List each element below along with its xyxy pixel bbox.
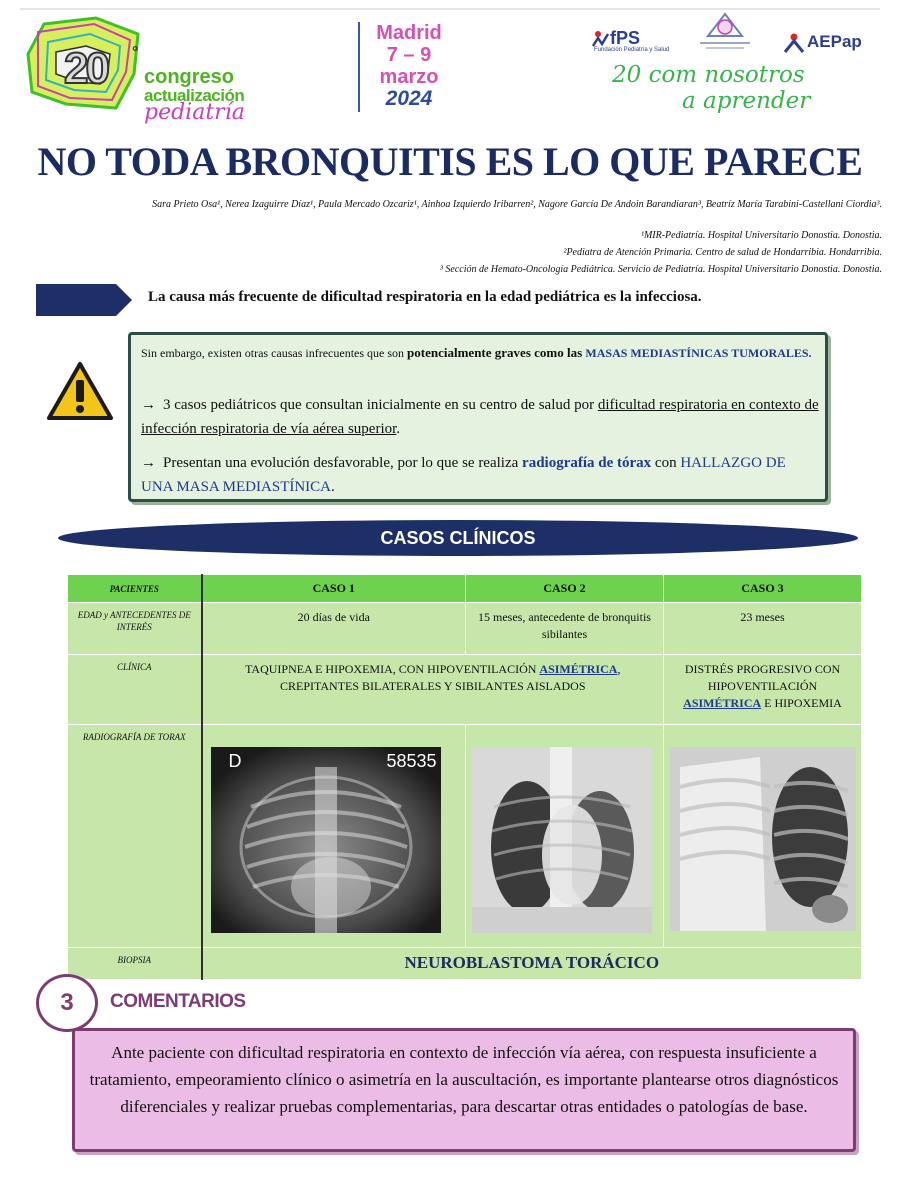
clinica-3-underlined: ASIMÉTRICA: [683, 696, 762, 711]
fps-subtitle: Fundación Pediatría y Salud: [594, 47, 670, 53]
section-banner-title: CASOS CLÍNICOS: [380, 528, 536, 548]
xray-3-graphic: [670, 747, 856, 931]
bullet-2-end: .: [331, 479, 335, 495]
date-year: 2024: [385, 87, 433, 110]
aepap-name: AEPap: [807, 32, 862, 51]
society-logo-icon: [690, 10, 760, 56]
bullet-1-underlined: dificultad respiratoria en contexto de infección respiratoria de vía aérea superior: [141, 397, 819, 437]
logo-word-congreso: congreso: [144, 66, 235, 88]
author-list: Sara Prieto Osa¹, Nerea Izaguirre Díaz¹, Paula Mercado Ozcariz¹, Ainhoa Izquierdo Iribarren², Nagore García De Andoin Barandiaran³, Beatríz María Tarabini-Castellani Ciordia³.: [152, 199, 882, 210]
note-intro-bold: potencialmente graves como las: [407, 345, 586, 360]
arrow-banner-icon: [36, 284, 132, 316]
section-number: 3: [60, 989, 74, 1016]
bullet-2-highlight: HALLAZGO DE UNA MASA MEDIASTÍNICA: [141, 455, 786, 495]
clinica-3-text: DISTRÉS PROGRESIVO CON HIPOVENTILACIÓN: [684, 662, 841, 694]
clinica-12-underlined: ASIMÉTRICA: [539, 662, 618, 677]
header-caso-1: CASO 1: [202, 575, 466, 603]
event-date: [358, 22, 458, 112]
note-intro-text: Sin embargo, existen otras causas infrecuentes que son: [141, 346, 408, 360]
warning-triangle-icon: [46, 360, 114, 422]
clinica-12-text: TAQUIPNEA E HIPOXEMIA, CON HIPOVENTILACIÓN: [245, 662, 540, 677]
chest-xray-image-1: [211, 747, 441, 933]
key-message: La causa más frecuente de dificultad respiratoria en la edad pediátrica es la infecciosa.: [148, 289, 702, 305]
clinica-3-end: E HIPOXEMIA: [761, 696, 842, 711]
chest-xray-image-3: [670, 747, 856, 931]
comentarios-box: [72, 1028, 856, 1152]
logo-word-actualizacion: actualización: [144, 86, 245, 105]
bullet-1-text: 3 casos pediátricos que consultan inicialmente en su centro de salud por: [163, 397, 598, 413]
context-note: [128, 332, 828, 502]
slogan: [612, 62, 872, 114]
xray-2-graphic: [472, 747, 652, 933]
arrow-right-icon: →: [141, 397, 156, 413]
cell-xray-caso-3: [664, 725, 862, 948]
xray-1-side-marker: D: [228, 751, 242, 772]
affiliation-1: ¹MIR-Pediatría. Hospital Universitario Donostia. Donostia.: [640, 230, 882, 241]
section-banner: [58, 520, 858, 556]
affiliation-2: ²Pediatra de Atención Primaria. Centro de salud de Hondarribia. Hondarribia.: [563, 247, 882, 258]
affiliation-3: ³ Sección de Hemato-Oncología Pediátrica. Servicio de Pediatría. Hospital Universitario Donostia. Donostia.: [439, 264, 882, 275]
fps-name: fPS: [610, 28, 641, 48]
cell-edad-caso-2: 15 meses, antecedente de bronquitis sibilantes: [466, 603, 664, 655]
table-row-edad: [68, 603, 862, 655]
cell-edad-caso-3: 23 meses: [664, 603, 862, 655]
comentarios-text: Ante paciente con dificultad respiratoria en contexto de infección vía aérea, con respuesta insuficiente a tratamiento, empeoramiento clínico o asimetría en la auscultación, es importante plantearse otros diagnósticos diferenciales y realizar pruebas complementarias, para descartar otras entidades o patologías de base.: [89, 1043, 839, 1116]
arrow-right-icon: →: [141, 455, 156, 471]
bullet-2-bold: radiografía de tórax: [522, 455, 652, 471]
row-label-clinica: CLÍNICA: [68, 655, 202, 725]
row-label-radiografia: RADIOGRAFÍA DE TORAX: [68, 725, 202, 948]
cell-xray-caso-2: [466, 725, 664, 948]
cell-clinica-casos-1-2: [202, 655, 664, 725]
clinica-12-end: , CREPITANTES BILATERALES Y SIBILANTES AISLADOS: [280, 662, 621, 694]
congreso-logo: [26, 14, 246, 125]
header-caso-2: CASO 2: [466, 575, 664, 603]
cell-clinica-caso-3: [664, 655, 862, 725]
aepap-logo-icon: [783, 32, 805, 54]
date-city: Madrid: [376, 22, 442, 44]
header-pacientes: PACIENTES: [68, 575, 202, 603]
note-intro-highlight: MASAS MEDIASTÍNICAS TUMORALES.: [585, 346, 812, 360]
table-header-row: [68, 575, 862, 603]
aepap-logo: [783, 30, 883, 56]
logo-degree: °: [132, 44, 139, 61]
section-number-badge: [36, 974, 98, 1032]
bullet-2-mid: con: [651, 455, 681, 471]
table-row-radiografia: [68, 725, 862, 948]
note-bullet-2: [141, 451, 821, 499]
chest-xray-image-2: [472, 747, 652, 933]
row-label-edad: EDAD y ANTECEDENTES DE INTERÉS: [68, 603, 202, 655]
xray-1-id: 58535: [386, 751, 437, 772]
date-days: 7 – 9: [386, 44, 432, 66]
note-bullet-1: [141, 393, 821, 441]
slogan-line-2: a aprender: [682, 88, 811, 114]
slogan-line-1: 20 com nosotros: [612, 62, 805, 88]
row-label-biopsia: BIOPSIA: [68, 947, 202, 979]
table-row-clinica: [68, 655, 862, 725]
cell-xray-caso-1: [202, 725, 466, 948]
cases-table: [67, 574, 862, 980]
poster-title: NO TODA BRONQUITIS ES LO QUE PARECE: [37, 139, 863, 184]
fps-logo-icon: [592, 30, 610, 48]
cell-biopsia-result: NEUROBLASTOMA TORÁCICO: [202, 947, 862, 979]
bullet-1-end: .: [396, 421, 401, 437]
header-caso-3: CASO 3: [664, 575, 862, 603]
fps-logo: [592, 28, 672, 58]
comentarios-title: COMENTARIOS: [110, 991, 246, 1012]
logo-word-pediatria: pediatría: [144, 100, 245, 125]
note-intro: [141, 343, 821, 363]
xray-1-graphic: [211, 747, 441, 933]
date-month: marzo: [379, 66, 439, 88]
table-row-biopsia: [68, 947, 862, 979]
cell-edad-caso-1: 20 días de vida: [202, 603, 466, 655]
logo-number: 20: [64, 44, 107, 93]
bullet-2-text: Presentan una evolución desfavorable, por lo que se realiza: [163, 455, 523, 471]
